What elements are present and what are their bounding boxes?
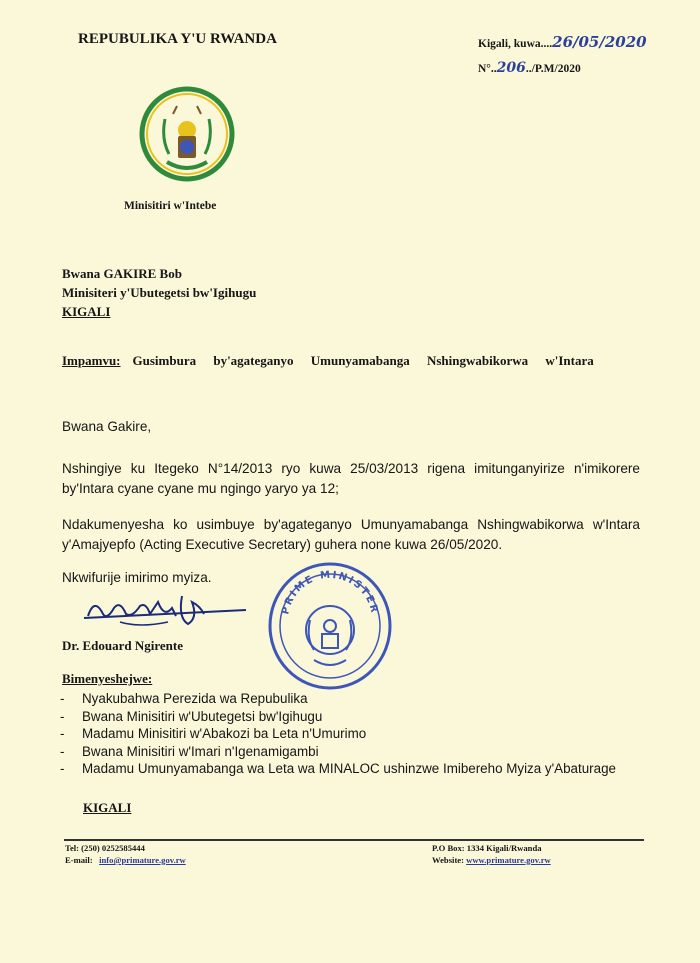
handwritten-date: 26/05/2020: [552, 33, 647, 51]
copies-city: KIGALI: [83, 800, 132, 815]
copy-recipient: - Nyakubahwa Perezida wa Repubulika: [58, 690, 640, 708]
closing-line: Nkwifurije imirimo myiza.: [62, 570, 212, 585]
email-label: E-mail:: [65, 855, 93, 865]
copy-recipient: - Bwana Minisitiri w'Ubutegetsi bw'Igihugu: [58, 708, 640, 726]
place-date-line: [478, 33, 647, 51]
footer-website: [432, 855, 551, 865]
subject-text: Gusimbura by'agateganyo Umunyamabanga Nshingwabikorwa w'Intara: [132, 353, 594, 368]
prime-minister-stamp-icon: [266, 560, 394, 692]
pobox-label: P.O Box:: [432, 843, 465, 853]
copy-recipient: - Bwana Minisitiri w'Imari n'Igenamigambi: [58, 743, 640, 761]
footer-pobox: [432, 843, 542, 853]
copy-recipient: - Madamu Umunyamabanga wa Leta wa MINALOC ushinzwe Imibereho Myiza y'Abaturage: [58, 760, 640, 778]
signatory-name: Dr. Edouard Ngirente: [62, 638, 183, 653]
email-link[interactable]: info@primature.gov.rw: [99, 855, 186, 865]
addressee-name: Bwana GAKIRE Bob: [62, 266, 182, 281]
reference-prefix: N°..: [478, 63, 497, 75]
place-date-label: Kigali, kuwa....: [478, 38, 553, 50]
stamp-text: PRIME MINISTER: [280, 569, 380, 616]
rwanda-seal-icon: [137, 84, 237, 184]
republic-heading: REPUBULIKA Y'U RWANDA: [78, 31, 277, 47]
addressee-block: [62, 264, 256, 321]
phone-label: Tel:: [65, 843, 80, 853]
reference-suffix: ../P.M/2020: [525, 63, 581, 75]
handwritten-reference: 206: [496, 60, 526, 76]
phone-number: (250) 0252585444: [81, 843, 145, 853]
handwritten-signature-icon: [80, 588, 250, 634]
copies-label: Bimenyeshejwe:: [62, 671, 153, 686]
website-link[interactable]: www.primature.gov.rw: [466, 855, 551, 865]
addressee-office: Minisiteri y'Ubutegetsi bw'Igihugu: [62, 285, 257, 300]
copies-list: [58, 690, 640, 778]
paragraph-appointment: Ndakumenyesha ko usimbuye by'agateganyo Umunyamabanga Nshingwabikorwa w'Intara y'Amajyepfo (Acting Executive Secretary) guhera none kuwa 26/05/2020.: [62, 517, 640, 552]
website-label: Website:: [432, 855, 464, 865]
addressee-city: KIGALI: [62, 304, 111, 319]
footer-phone: [65, 843, 145, 853]
footer-email: [65, 855, 186, 865]
subject-block: [62, 352, 640, 370]
footer-divider: [64, 839, 644, 841]
reference-number-line: [478, 60, 581, 76]
subject-label: Impamvu:: [62, 353, 121, 368]
ministry-name: Minisitiri w'Intebe: [124, 200, 217, 212]
pobox-value: 1334 Kigali/Rwanda: [466, 843, 542, 853]
salutation: Bwana Gakire,: [62, 419, 152, 434]
paragraph-law-reference: Nshingiye ku Itegeko N°14/2013 ryo kuwa 25/03/2013 rigena imitunganyirize n'imikorere by'Intara cyane cyane mu ngingo yaryo ya 12;: [62, 461, 640, 496]
copy-recipient: - Madamu Minisitiri w'Abakozi ba Leta n'Umurimo: [58, 725, 640, 743]
